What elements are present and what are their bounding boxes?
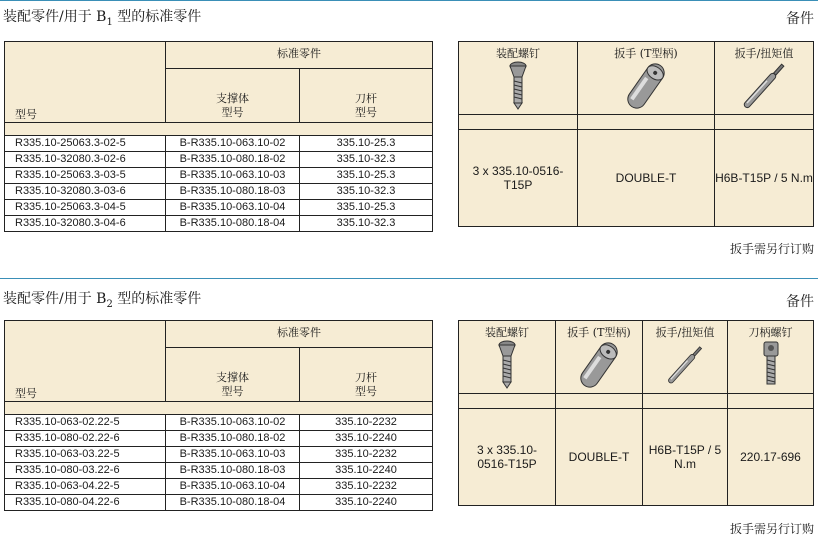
tool-shank-cell: 335.10-32.3 [300,216,433,232]
model-cell: R335.10-063-02.22-5 [5,415,166,431]
screw-value: 3 x 335.10-0516-T15P [459,130,578,227]
support-body-cell: B-R335.10-063.10-04 [166,200,300,216]
section2-note: 扳手需另行订购 [729,522,814,536]
model-cell: R335.10-25063.3-02-5 [5,136,166,152]
model-cell: R335.10-32080.3-04-6 [5,216,166,232]
tool-shank-cell: 335.10-25.3 [300,200,433,216]
blank-cell [715,115,814,130]
section1-parts-table [4,41,433,232]
tool-shank-cell: 335.10-2240 [300,495,433,511]
table-row [5,216,433,232]
table-row [5,495,433,511]
section1-accessories-label: 备件 [786,11,814,27]
std-parts-header: 标准零件 [166,42,433,69]
support-body-cell: B-R335.10-080.18-03 [166,184,300,200]
model-cell: R335.10-25063.3-03-5 [5,168,166,184]
tool-shank-cell: 335.10-32.3 [300,152,433,168]
t-wrench-value: DOUBLE-T [578,130,715,227]
t-wrench-column-header: 扳手 (T型柄) [556,321,643,394]
table-row [5,184,433,200]
table-row [5,447,433,463]
torque-wrench-icon [734,61,794,111]
blank-cell [578,115,715,130]
tool-shank-header: 刀杆 型号 [300,348,433,402]
tool-shank-header: 刀杆 型号 [300,69,433,123]
double-t-wrench-icon [623,61,669,111]
screw-icon [497,340,517,392]
model-cell: R335.10-25063.3-04-5 [5,200,166,216]
blank-cell [459,394,556,409]
tool-shank-cell: 335.10-2240 [300,431,433,447]
table-row [5,200,433,216]
support-body-cell: B-R335.10-080.18-02 [166,431,300,447]
screw-column-header: 装配螺钉 [459,321,556,394]
table-row [5,136,433,152]
section2-accessories-label: 备件 [786,294,814,310]
tool-shank-cell: 335.10-25.3 [300,168,433,184]
model-cell: R335.10-32080.3-03-6 [5,184,166,200]
support-body-cell: B-R335.10-063.10-03 [166,168,300,184]
support-body-cell: B-R335.10-063.10-03 [166,447,300,463]
tool-shank-cell: 335.10-2232 [300,479,433,495]
support-body-cell: B-R335.10-063.10-04 [166,479,300,495]
model-cell: R335.10-32080.3-02-6 [5,152,166,168]
table-row [5,431,433,447]
torque-wrench-column-header: 扳手/扭矩值 [643,321,728,394]
section1-accessories-table [458,41,814,227]
t-wrench-column-header: 扳手 (T型柄) [578,42,715,115]
cap-screw-icon [761,340,781,392]
model-header: 型号 [5,42,166,123]
model-cell: R335.10-080-03.22-6 [5,463,166,479]
top-divider [0,0,818,1]
section1-note: 扳手需另行订购 [729,242,814,256]
t-wrench-value: DOUBLE-T [556,409,643,506]
section2-title: 装配零件/用于 $B_2$ 型的标准零件 [3,291,202,310]
section1-title: 装配零件/用于 $B_1$ 型的标准零件 [3,9,202,28]
model-cell: R335.10-080-02.22-6 [5,431,166,447]
blank-cell [728,394,814,409]
blank-cell [643,394,728,409]
support-body-cell: B-R335.10-080.18-02 [166,152,300,168]
cap-screw-value: 220.17-696 [728,409,814,506]
cap-screw-column-header: 刀柄螺钉 [728,321,814,394]
blank-cell [556,394,643,409]
std-parts-header: 标准零件 [166,321,433,348]
model-cell: R335.10-063-03.22-5 [5,447,166,463]
support-body-cell: B-R335.10-080.18-04 [166,216,300,232]
support-body-header: 支撑体 型号 [166,69,300,123]
support-body-cell: B-R335.10-080.18-03 [166,463,300,479]
table-row [5,168,433,184]
tool-shank-cell: 335.10-32.3 [300,184,433,200]
support-body-cell: B-R335.10-080.18-04 [166,495,300,511]
blank-cell [459,115,578,130]
tool-shank-cell: 335.10-25.3 [300,136,433,152]
torque-wrench-column-header: 扳手/扭矩值 [715,42,814,115]
screw-column-header: 装配螺钉 [459,42,578,115]
table-row [5,463,433,479]
table-row [5,479,433,495]
blank-row [5,402,433,415]
section2-parts-table [4,320,433,511]
blank-row [5,123,433,136]
screw-value: 3 x 335.10-0516-T15P [459,409,556,506]
model-cell: R335.10-063-04.22-5 [5,479,166,495]
screw-icon [508,61,528,113]
tool-shank-cell: 335.10-2232 [300,415,433,431]
tool-shank-cell: 335.10-2240 [300,463,433,479]
torque-wrench-value: H6B-T15P / 5 N.m [643,409,728,506]
torque-wrench-value: H6B-T15P / 5 N.m [715,130,814,227]
model-header: 型号 [5,321,166,402]
middle-divider [0,278,818,279]
torque-wrench-icon [660,340,710,390]
table-row [5,415,433,431]
double-t-wrench-icon [576,340,622,390]
support-body-cell: B-R335.10-063.10-02 [166,415,300,431]
support-body-cell: B-R335.10-063.10-02 [166,136,300,152]
section2-accessories-table [458,320,814,506]
tool-shank-cell: 335.10-2232 [300,447,433,463]
table-row [5,152,433,168]
support-body-header: 支撑体 型号 [166,348,300,402]
model-cell: R335.10-080-04.22-6 [5,495,166,511]
